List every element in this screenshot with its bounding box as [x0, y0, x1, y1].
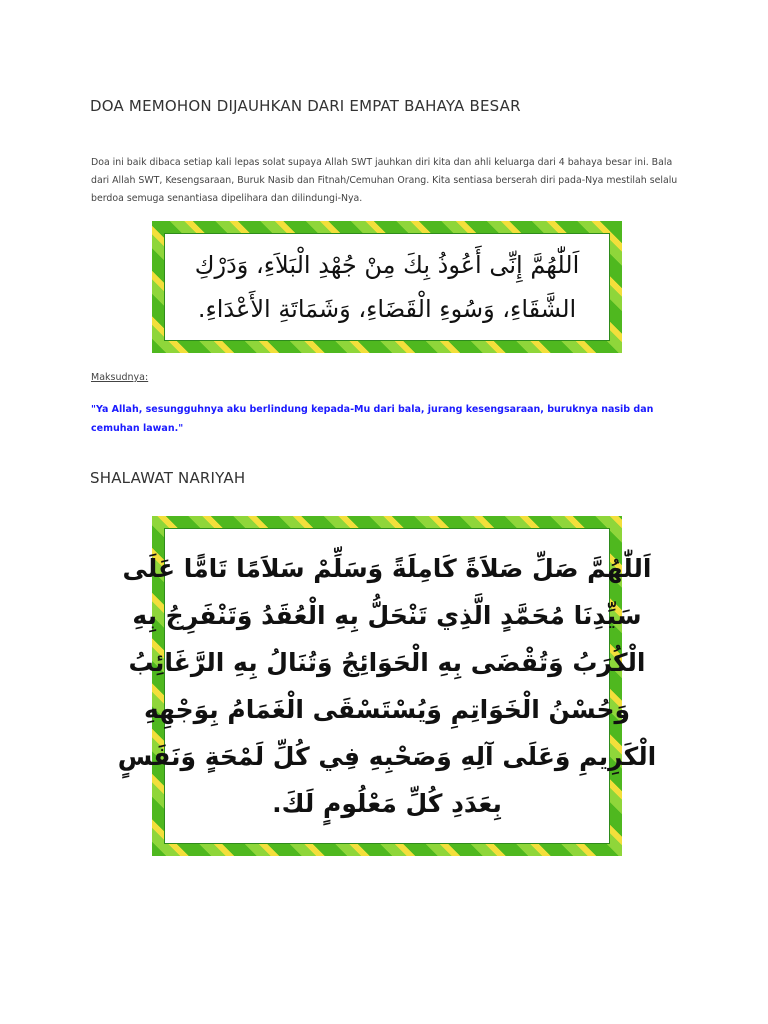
- arabic-line: الشَّقَاءِ، وَسُوءِ الْقَضَاءِ، وَشَمَاتَةِ الأَعْدَاءِ.: [197, 295, 577, 323]
- arabic-line: اَللّٰهُمَّ إِنِّى أَعُوذُ بِكَ مِنْ جُهْدِ الْبَلاَءِ، وَدَرْكِ: [194, 251, 580, 279]
- doa-description: Doa ini baik dibaca setiap kali lepas solat supaya Allah SWT jauhkan diri kita dan ahli keluarga dari 4 bahaya besar ini. Bala dari Allah SWT, Kesengsaraan, Buruk Nasib dan Fitnah/Cemuhan Orang. Kita sentiasa berserah diri pada-Nya mestilah selalu berdoa semuga senantiasa dipelihara dan dilindungi-Nya.: [91, 157, 678, 204]
- doa-arabic-frame: [152, 221, 622, 353]
- doa-title: DOA MEMOHON DIJAUHKAN DARI EMPAT BAHAYA BESAR: [90, 97, 521, 115]
- doa-meaning: "Ya Allah, sesungguhnya aku berlindung kepada-Mu dari bala, jurang kesengsaraan, buruknya nasib dan cemuhan lawan.": [91, 404, 654, 434]
- meaning-label: Maksudnya:: [91, 372, 149, 383]
- arabic-line: الْكَرِيمِ وَعَلَى آلِهِ وَصَحْبِهِ فِي كُلِّ لَمْحَةٍ وَنَفَسٍ: [117, 742, 657, 771]
- shalawat-title: SHALAWAT NARIYAH: [90, 469, 246, 487]
- arabic-line: اَللّٰهُمَّ صَلِّ صَلاَةً كَامِلَةً وَسَلِّمْ سَلاَمًا تَامًّا عَلَى: [122, 554, 652, 583]
- arabic-line: سَيِّدِنَا مُحَمَّدٍ الَّذِي تَنْحَلُّ بِهِ الْعُقَدُ وَتَنْفَرِجُ بِهِ: [132, 601, 642, 630]
- arabic-line: بِعَدَدِ كُلِّ مَعْلُومٍ لَكَ.: [272, 789, 502, 818]
- doa-arabic-text: [164, 233, 610, 341]
- arabic-line: وَحُسْنُ الْخَوَاتِمِ وَيُسْتَسْقَى الْغَمَامُ بِوَجْهِهِ: [143, 695, 631, 724]
- arabic-line: الْكُرَبُ وَتُقْضَى بِهِ الْحَوَائِجُ وَتُنَالُ بِهِ الرَّغَائِبُ: [128, 648, 646, 677]
- shalawat-arabic-text: [117, 528, 657, 844]
- shalawat-arabic-frame: [117, 516, 657, 856]
